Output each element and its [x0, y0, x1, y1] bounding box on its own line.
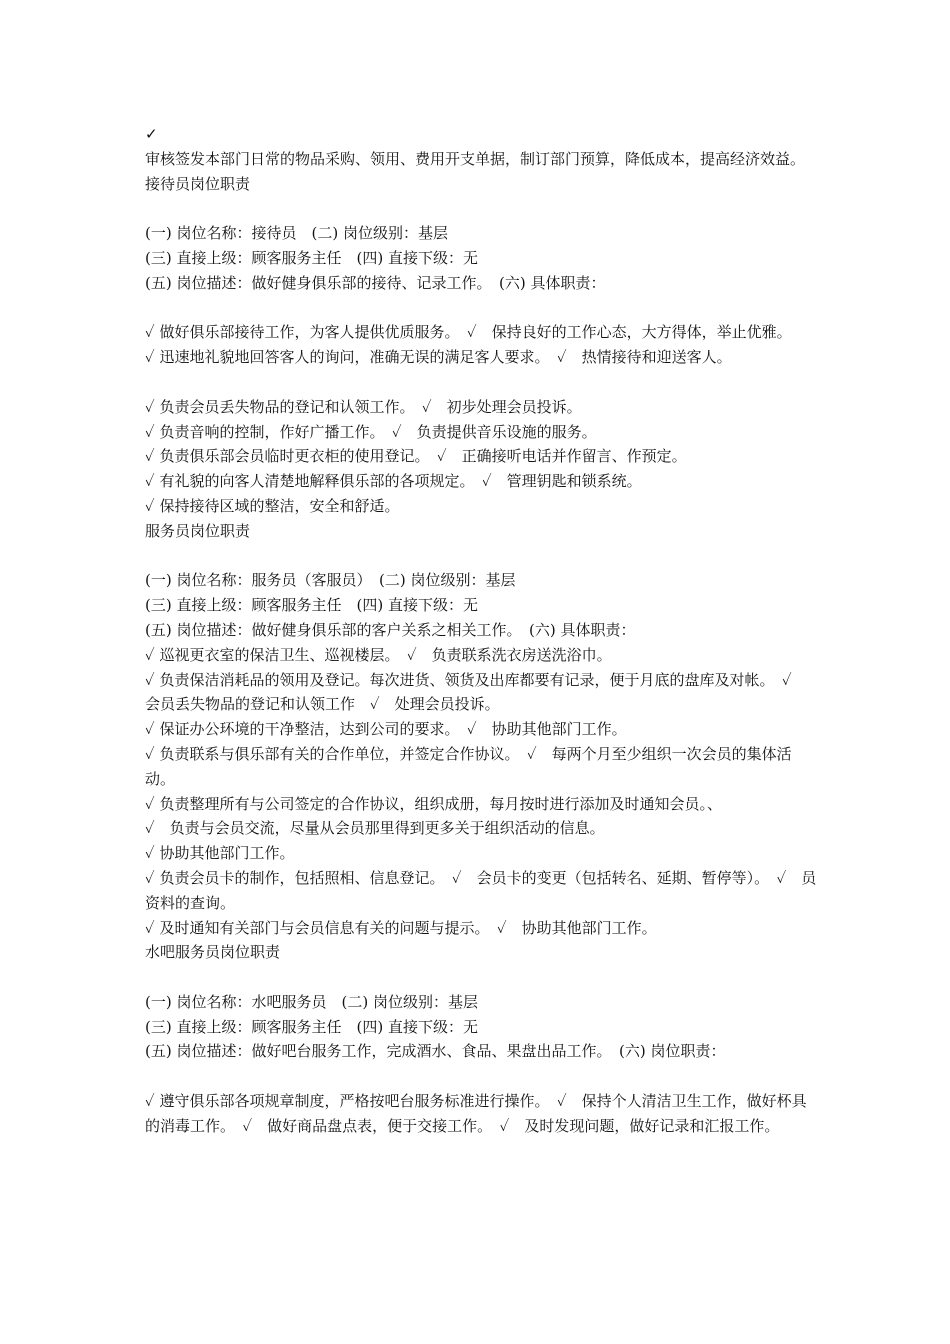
paragraph: 审核签发本部门日常的物品采购、领用、费用开支单据，制订部门预算，降低成本，提高经济效益。 [145, 149, 806, 168]
job-info-line: (五) 岗位描述：做好吧台服务工作，完成酒水、食品、果盘出品工作。 (六) 岗位职责： [145, 1042, 726, 1061]
duty-item: ✓ 负责会员卡的制作，包括照相、信息登记。 ✓ 会员卡的变更（包括转名、延期、暂停等）。 ✓ 员资料的查询。 [145, 868, 817, 912]
blank-line [145, 296, 820, 321]
job-info-line: (三) 直接上级：顾客服务主任 (四) 直接下级：无 [145, 1017, 478, 1036]
job-info-line: (一) 岗位名称：水吧服务员 (二) 岗位级别：基层 [145, 992, 478, 1011]
checkmark-icon: ✓ [145, 125, 158, 143]
duty-item: ✓ 保持接待区域的整洁，安全和舒适。 [145, 496, 400, 515]
job-info-line: (五) 岗位描述：做好健身俱乐部的客户关系之相关工作。 (六) 具体职责： [145, 620, 636, 639]
duty-item: ✓ 负责俱乐部会员临时更衣柜的使用登记。 ✓ 正确接听电话并作留言、作预定。 [145, 447, 687, 466]
duty-item: ✓ 负责与会员交流，尽量从会员那里得到更多关于组织活动的信息。 [145, 819, 605, 838]
blank-line [145, 965, 820, 990]
duty-item: ✓ 协助其他部门工作。 [145, 844, 295, 863]
document-page [145, 122, 820, 1139]
section-heading-attendant: 服务员岗位职责 [145, 521, 251, 540]
section-heading-bar-attendant: 水吧服务员岗位职责 [145, 943, 281, 962]
duty-item: ✓ 负责联系与俱乐部有关的合作单位，并签定合作协议。 ✓ 每两个月至少组织一次会员的集体活动。 [145, 744, 792, 788]
job-info-line: (三) 直接上级：顾客服务主任 (四) 直接下级：无 [145, 596, 478, 615]
duty-item: ✓ 做好俱乐部接待工作，为客人提供优质服务。 ✓ 保持良好的工作心态，大方得体，举止优雅。 [145, 323, 792, 342]
section-heading-receptionist: 接待员岗位职责 [145, 174, 251, 193]
job-info-line: (一) 岗位名称：服务员（客服员） (二) 岗位级别：基层 [145, 571, 516, 590]
blank-line [145, 1064, 820, 1089]
blank-line [145, 370, 820, 395]
duty-item: ✓ 迅速地礼貌地回答客人的询问，准确无误的满足客人要求。 ✓ 热情接待和迎送客人。 [145, 348, 732, 367]
job-info-line: (一) 岗位名称：接待员 (二) 岗位级别：基层 [145, 224, 448, 243]
duty-item: ✓ 有礼貌的向客人清楚地解释俱乐部的各项规定。 ✓ 管理钥匙和锁系统。 [145, 472, 642, 491]
duty-item: ✓ 负责保洁消耗品的领用及登记。每次进货、领货及出库都要有记录，便于月底的盘库及对帐。 ✓ 会员丢失物品的登记和认领工作 ✓ 处理会员投诉。 [145, 670, 807, 714]
job-info-line: (三) 直接上级：顾客服务主任 (四) 直接下级：无 [145, 248, 478, 267]
duty-item: ✓ 遵守俱乐部各项规章制度，严格按吧台服务标准进行操作。 ✓ 保持个人清洁卫生工作，做好杯具的消毒工作。 ✓ 做好商品盘点表，便于交接工作。 ✓ 及时发现问题，做好记录和汇报工作。 [145, 1092, 807, 1135]
duty-item: ✓ 巡视更衣室的保洁卫生、巡视楼层。 ✓ 负责联系洗衣房送洗浴巾。 [145, 645, 612, 664]
job-info-line: (五) 岗位描述：做好健身俱乐部的接待、记录工作。 (六) 具体职责： [145, 273, 606, 292]
duty-item: ✓ 保证办公环境的干净整洁，达到公司的要求。 ✓ 协助其他部门工作。 [145, 720, 627, 739]
duty-item: ✓ 及时通知有关部门与会员信息有关的问题与提示。 ✓ 协助其他部门工作。 [145, 918, 657, 937]
duty-item: ✓ 负责音响的控制，作好广播工作。 ✓ 负责提供音乐设施的服务。 [145, 422, 597, 441]
duty-item: ✓ 负责会员丢失物品的登记和认领工作。 ✓ 初步处理会员投诉。 [145, 397, 582, 416]
blank-line [145, 196, 820, 221]
blank-line [145, 544, 820, 569]
duty-item: ✓ 负责整理所有与公司签定的合作协议，组织成册，每月按时进行添加及时通知会员。、 [145, 794, 722, 813]
